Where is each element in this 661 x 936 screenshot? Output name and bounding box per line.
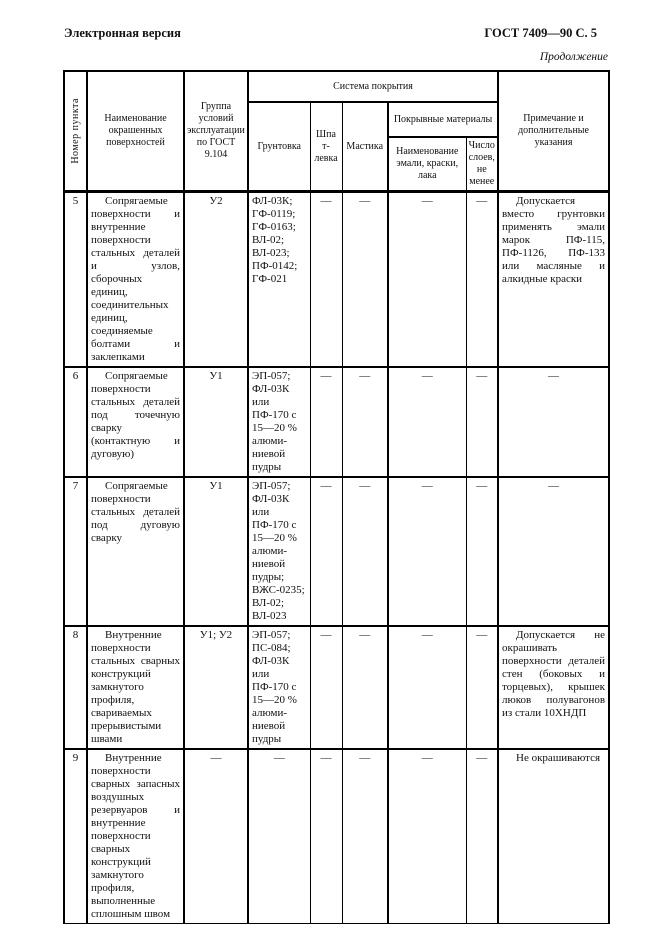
item-no-vertical-label: Номер пункта: [69, 98, 81, 164]
cell-surface-name: Сопрягаемые поверхности стальных деталей под точечную сварку (контактную и дуговую): [87, 367, 184, 477]
continuation-label: Продолжение: [539, 51, 608, 63]
cell-enamel: —: [388, 367, 466, 477]
cell-layers: —: [466, 192, 498, 368]
header-coating-system: Система покрытия: [248, 71, 498, 102]
header-enamel: Наименование эмали, краски, лака: [388, 137, 466, 192]
cell-note: Допускается вместо грунтовки применять эмали марок ПФ-115, ПФ-1126, ПФ-133 или масляные и алкидные краски: [498, 192, 609, 368]
cell-note: Допускается не окрашивать поверхности деталей стен (боковых и торцевых), крышек люков полувагонов из стали 10ХНДП: [498, 626, 609, 749]
cell-enamel: —: [388, 626, 466, 749]
header-mastic: Мастика: [342, 102, 388, 192]
cell-item-no: 8: [64, 626, 87, 749]
cell-enamel: —: [388, 749, 466, 924]
header-service-group: Группа условий эксплуатации по ГОСТ 9.104: [184, 71, 248, 192]
cell-item-no: 7: [64, 477, 87, 626]
cell-note: Не окрашиваются: [498, 749, 609, 924]
cell-mastic: —: [342, 626, 388, 749]
page-header: [64, 26, 597, 41]
cell-surface-name: Внутренние поверхности сварных запасных воздушных резервуаров и внутренние поверхности сварных конструкций замкнутого профиля, выполненные сплошным швом: [87, 749, 184, 924]
cell-layers: —: [466, 626, 498, 749]
cell-note: —: [498, 477, 609, 626]
edition-label: Электронная версия: [64, 26, 181, 40]
cell-enamel: —: [388, 477, 466, 626]
header-primer: Грунтовка: [248, 102, 310, 192]
cell-layers: —: [466, 749, 498, 924]
cell-item-no: 9: [64, 749, 87, 924]
cell-service-group: У1: [184, 477, 248, 626]
cell-putty: —: [310, 477, 342, 626]
cell-note: —: [498, 367, 609, 477]
cell-surface-name: Сопрягаемые поверхности стальных деталей под дуговую сварку: [87, 477, 184, 626]
header-putty: Шпатлевка: [310, 102, 342, 192]
cell-mastic: —: [342, 367, 388, 477]
cell-service-group: У1; У2: [184, 626, 248, 749]
cell-mastic: —: [342, 477, 388, 626]
table-row: [64, 477, 609, 626]
cell-layers: —: [466, 477, 498, 626]
cell-primer: ЭП-057; ПС-084; ФЛ-03К или ПФ-170 с 15—20 % алюминиевой пудры: [248, 626, 310, 749]
cell-item-no: 5: [64, 192, 87, 368]
cell-layers: —: [466, 367, 498, 477]
table-row: [64, 626, 609, 749]
cell-enamel: —: [388, 192, 466, 368]
cell-putty: —: [310, 192, 342, 368]
header-surface-name: Наименование окрашенных поверхностей: [87, 71, 184, 192]
cell-service-group: У2: [184, 192, 248, 368]
cell-surface-name: Внутренние поверхности стальных сварных конструкций замкнутого профиля, свариваемых прерывистыми швами: [87, 626, 184, 749]
table-row: [64, 749, 609, 924]
header-layers: Число слоев, не менее: [466, 137, 498, 192]
header-covering-materials: Покрывные материалы: [388, 102, 498, 137]
cell-primer: ЭП-057; ФЛ-03К или ПФ-170 с 15—20 % алюминиевой пудры; ВЖС-0235; ВЛ-02; ВЛ-023: [248, 477, 310, 626]
cell-service-group: У1: [184, 367, 248, 477]
header-item-no: [64, 71, 87, 192]
cell-putty: —: [310, 367, 342, 477]
cell-surface-name: Сопрягаемые поверхности и внутренние поверхности стальных деталей и узлов, сборочных единиц, соединительных единиц, соединяемые болтами и заклепками: [87, 192, 184, 368]
cell-primer: ЭП-057; ФЛ-03К или ПФ-170 с 15—20 % алюминиевой пудры: [248, 367, 310, 477]
cell-primer: ФЛ-03К; ГФ-0119; ГФ-0163; ВЛ-02; ВЛ-023; ПФ-0142; ГФ-021: [248, 192, 310, 368]
doc-reference: ГОСТ 7409—90 С. 5: [484, 26, 597, 40]
cell-service-group: —: [184, 749, 248, 924]
coating-systems-table: [63, 70, 610, 924]
cell-mastic: —: [342, 192, 388, 368]
cell-item-no: 6: [64, 367, 87, 477]
cell-primer: —: [248, 749, 310, 924]
cell-mastic: —: [342, 749, 388, 924]
table-row: [64, 367, 609, 477]
header-note: Примечание и дополнительные указания: [498, 71, 609, 192]
cell-putty: —: [310, 626, 342, 749]
cell-putty: —: [310, 749, 342, 924]
table-row: [64, 192, 609, 368]
